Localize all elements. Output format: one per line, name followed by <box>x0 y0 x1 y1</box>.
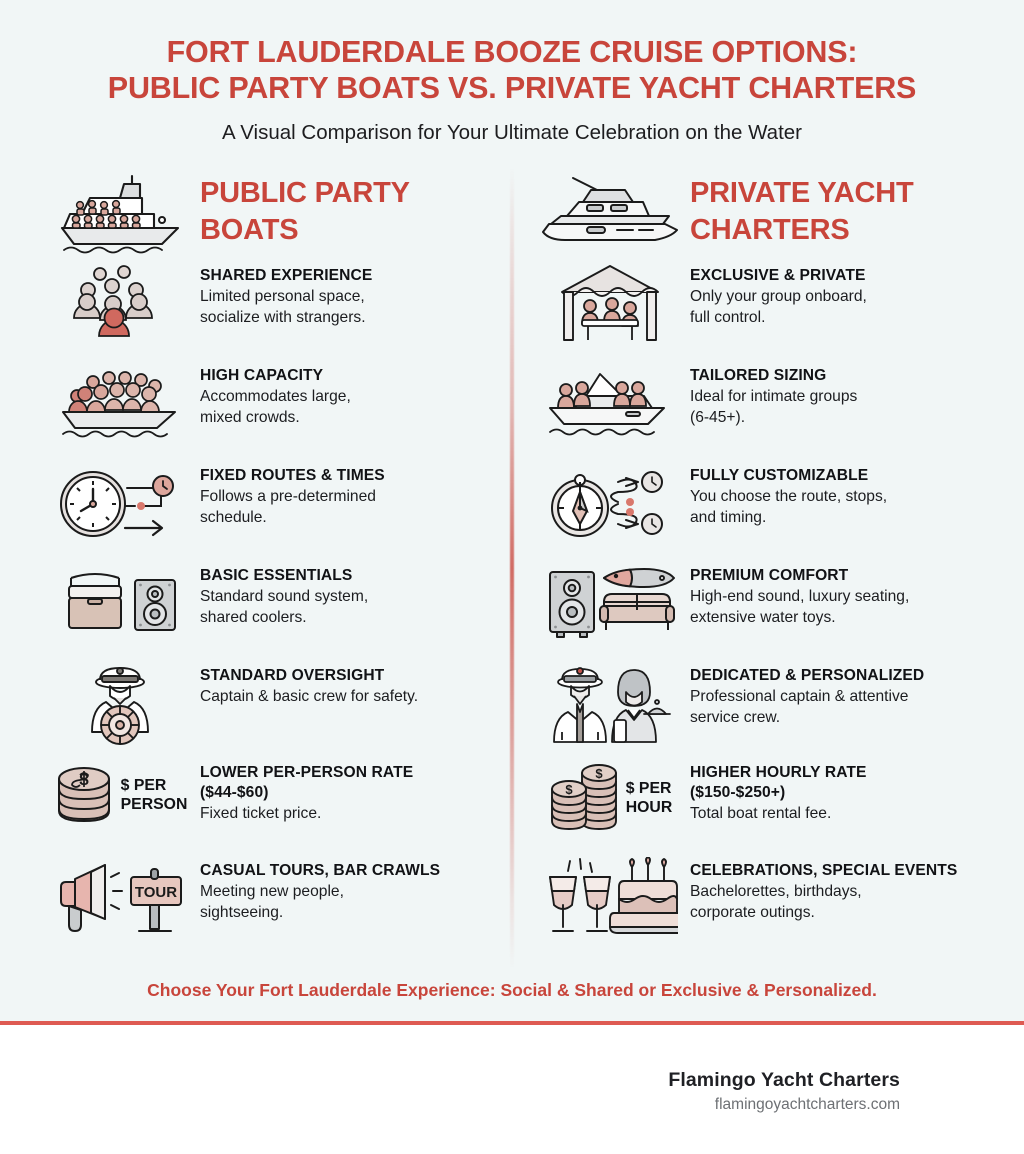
feature-text <box>200 857 508 923</box>
coin-stacks-label <box>626 779 673 817</box>
feature-description <box>690 287 1010 328</box>
feature-description <box>200 587 508 628</box>
feature-description <box>200 387 508 428</box>
column-heading-public-label: PUBLIC PARTY BOATS <box>200 177 410 246</box>
column-divider <box>510 168 514 968</box>
header <box>0 0 1024 146</box>
closing-tagline: Choose Your Fort Lauderdale Experience: Social & Shared or Exclusive & Personalized. <box>147 980 877 1000</box>
feature-description-line: Standard sound system, <box>200 588 369 605</box>
svg-text:$: $ <box>565 782 573 797</box>
captain-helm-icon <box>40 662 200 746</box>
champagne-cake-icon <box>530 857 690 937</box>
feature-description <box>200 804 508 825</box>
feature-row <box>530 759 1010 857</box>
feature-headline: FULLY CUSTOMIZABLE <box>690 467 869 484</box>
clock-schedule-icon <box>40 462 200 546</box>
coin-stack-icon <box>40 759 200 831</box>
column-public-party-boats <box>40 168 508 955</box>
feature-text <box>200 462 508 528</box>
feature-description-line: Meeting new people, <box>200 883 344 900</box>
feature-text <box>690 759 1010 825</box>
crowd-icon <box>40 262 200 344</box>
feature-headline: TAILORED SIZING <box>690 367 827 384</box>
feature-headline: HIGHER HOURLY RATE <box>690 764 867 781</box>
svg-text:$: $ <box>595 766 603 781</box>
feature-description <box>200 882 508 923</box>
feature-headline: CASUAL TOURS, BAR CRAWLS <box>200 862 441 879</box>
feature-row <box>40 857 508 955</box>
feature-description <box>200 687 508 708</box>
feature-description <box>200 487 508 528</box>
feature-row <box>530 662 1010 759</box>
feature-text <box>200 662 508 708</box>
feature-row <box>530 562 1010 662</box>
feature-description <box>690 487 1010 528</box>
feature-description-line: schedule. <box>200 508 267 526</box>
feature-description <box>690 587 1010 628</box>
coin-stack-label-line: PERSON <box>120 796 188 813</box>
brand-website[interactable]: flamingoyachtcharters.com <box>714 1096 900 1113</box>
svg-text:$: $ <box>78 770 89 789</box>
feature-description-line: Bachelorettes, birthdays, <box>690 883 862 900</box>
feature-text <box>200 759 508 825</box>
feature-headline: EXCLUSIVE & PRIVATE <box>690 267 866 284</box>
feature-description-line: You choose the route, stops, <box>690 488 888 505</box>
crowded-boat-icon <box>40 362 200 442</box>
coin-stack-label <box>121 776 188 814</box>
feature-description-line: Ideal for intimate groups <box>690 388 858 405</box>
feature-description <box>690 387 1010 428</box>
compass-route-icon <box>530 462 690 546</box>
feature-headline-secondary: ($44-$60) <box>200 784 269 801</box>
coin-stacks-label-line: HOUR <box>625 799 673 816</box>
feature-description-line: sightseeing. <box>200 903 284 921</box>
feature-text <box>200 362 508 428</box>
feature-row <box>40 562 508 662</box>
feature-description-line: Professional captain & attentive <box>690 688 909 705</box>
small-group-boat-icon <box>530 362 690 442</box>
feature-description <box>200 287 508 328</box>
feature-description-line: Total boat rental fee. <box>690 805 832 822</box>
feature-description-line: Fixed ticket price. <box>200 805 322 822</box>
coin-stacks-icon <box>530 759 690 837</box>
feature-description-line: mixed crowds. <box>200 408 300 426</box>
column-private-yacht-charters <box>530 168 1010 955</box>
feature-description-line: Limited personal space, <box>200 288 365 305</box>
feature-headline: LOWER PER-PERSON RATE <box>200 764 414 781</box>
feature-row <box>40 262 508 362</box>
feature-description-line: corporate outings. <box>690 903 815 921</box>
column-heading-private <box>530 168 1010 262</box>
feature-row <box>40 462 508 562</box>
private-cabana-dining-icon <box>530 262 690 346</box>
feature-text <box>690 462 1010 528</box>
luxury-yacht-icon <box>530 168 690 254</box>
speaker-sofa-watertoy-icon <box>530 562 690 642</box>
feature-row <box>530 462 1010 562</box>
feature-description-line: service crew. <box>690 708 781 726</box>
footer <box>0 1025 1024 1154</box>
feature-description-line: socialize with strangers. <box>200 308 366 326</box>
feature-headline-secondary: ($150-$250+) <box>690 784 786 801</box>
feature-row <box>530 262 1010 362</box>
feature-row <box>40 759 508 857</box>
coin-stacks-label-line: $ PER <box>625 780 672 797</box>
feature-description-line: shared coolers. <box>200 608 307 626</box>
feature-text <box>690 362 1010 428</box>
feature-description-line: (6-45+). <box>690 408 746 426</box>
cooler-speaker-icon <box>40 562 200 642</box>
feature-description-line: High-end sound, luxury seating, <box>690 588 910 605</box>
captain-and-server-icon <box>530 662 690 746</box>
feature-description-line: Follows a pre-determined <box>200 488 376 505</box>
feature-description <box>690 804 1010 825</box>
feature-row <box>530 857 1010 955</box>
page-title-line-1: FORT LAUDERDALE BOOZE CRUISE OPTIONS: <box>166 35 858 69</box>
feature-headline: FIXED ROUTES & TIMES <box>200 467 385 484</box>
feature-description <box>690 687 1010 728</box>
feature-headline: SHARED EXPERIENCE <box>200 267 373 284</box>
feature-description-line: and timing. <box>690 508 767 526</box>
feature-headline: HIGH CAPACITY <box>200 367 324 384</box>
feature-headline: BASIC ESSENTIALS <box>200 567 353 584</box>
feature-row <box>530 362 1010 462</box>
feature-description-line: Only your group onboard, <box>690 288 867 305</box>
feature-headline: STANDARD OVERSIGHT <box>200 667 385 684</box>
party-boat-icon <box>40 168 200 256</box>
feature-description-line: Accommodates large, <box>200 388 351 405</box>
feature-headline: DEDICATED & PERSONALIZED <box>690 667 925 684</box>
feature-description <box>690 882 1010 923</box>
feature-description-line: extensive water toys. <box>690 608 836 626</box>
feature-headline: PREMIUM COMFORT <box>690 567 849 584</box>
feature-row <box>40 662 508 759</box>
page-subtitle: A Visual Comparison for Your Ultimate Celebration on the Water <box>222 121 802 144</box>
coin-stack-label-line: $ PER <box>120 777 167 794</box>
feature-description-line: full control. <box>690 308 766 326</box>
feature-description-line: Captain & basic crew for safety. <box>200 688 419 705</box>
feature-text <box>690 857 1010 923</box>
feature-text <box>690 662 1010 728</box>
feature-text <box>690 562 1010 628</box>
tour-sign-text: TOUR <box>134 884 178 901</box>
feature-row <box>40 362 508 462</box>
column-heading-public <box>40 168 508 262</box>
megaphone-tour-sign-icon <box>40 857 200 935</box>
feature-text <box>200 262 508 328</box>
feature-text <box>200 562 508 628</box>
feature-text <box>690 262 1010 328</box>
column-heading-private-label: PRIVATE YACHT CHARTERS <box>690 177 914 246</box>
page-title-line-2: PUBLIC PARTY BOATS VS. PRIVATE YACHT CHARTERS <box>107 71 917 105</box>
feature-headline: CELEBRATIONS, SPECIAL EVENTS <box>690 862 958 879</box>
brand-name: Flamingo Yacht Charters <box>668 1069 900 1091</box>
